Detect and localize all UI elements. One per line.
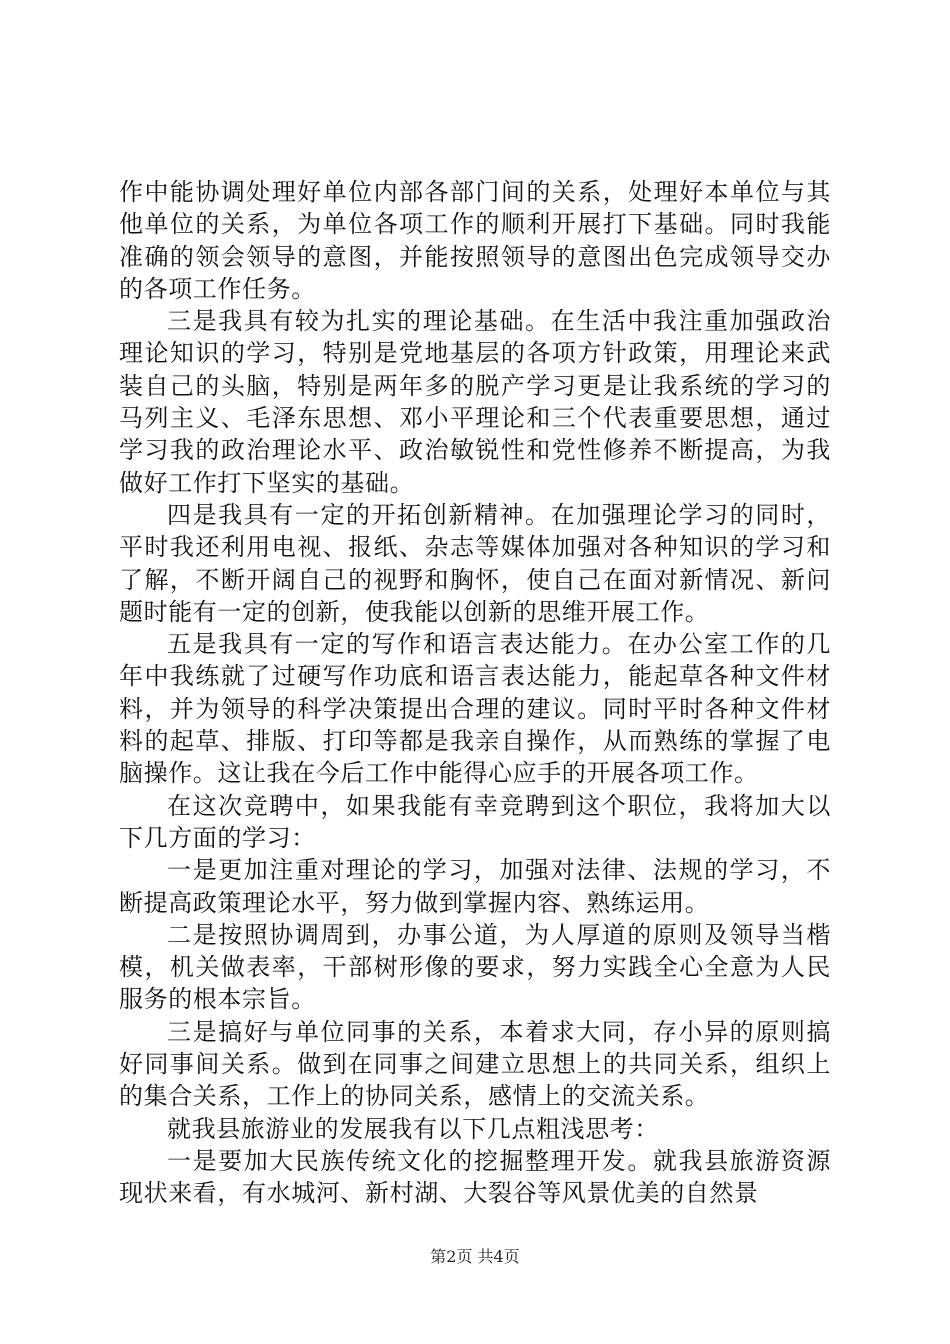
paragraph-tourism-culture: 一是要加大民族传统文化的挖掘整理开发。就我县旅游资源现状来看，有水城河、新村湖、大裂谷等风景优美的自然景: [119, 1146, 831, 1208]
paragraph-coordination: 二是按照协调周到，办事公道，为人厚道的原则及领导当楷模，机关做表率，干部树形像的要求，努力实践全心全意为人民服务的根本宗旨。: [119, 920, 831, 1014]
paragraph-study-theory: 一是更加注重对理论的学习，加强对法律、法规的学习，不断提高政策理论水平，努力做到掌握内容、熟练运用。: [119, 856, 831, 917]
paragraph-competition-intro: 在这次竞聘中，如果我能有幸竞聘到这个职位，我将加大以下几方面的学习：: [119, 791, 831, 852]
paragraph-tourism-intro: 就我县旅游业的发展我有以下几点粗浅思考：: [167, 1114, 659, 1143]
paragraph-writing-ability: 五是我具有一定的写作和语言表达能力。在办公室工作的几年中我练就了过硬写作功底和语言表达能力，能起草各种文件材料，并为领导的科学决策提出合理的建议。同时平时各种文件材料的起草、排版、打印等都是我亲自操作，从而熟练的掌握了电脑操作。这让我在今后工作中能得心应手的开展各项工作。: [119, 630, 831, 788]
paragraph-innovation: 四是我具有一定的开拓创新精神。在加强理论学习的同时，平时我还利用电视、报纸、杂志等媒体加强对各种知识的学习和了解，不断开阔自己的视野和胸怀，使自己在面对新情况、新问题时能有一定的创新，使我能以创新的思维开展工作。: [119, 500, 831, 626]
document-body: [119, 176, 831, 1210]
page-number-footer: 第2页 共4页: [430, 1247, 520, 1266]
paragraph-continuation: 作中能协调处理好单位内部各部门间的关系，处理好本单位与其他单位的关系，为单位各项工作的顺利开展打下基础。同时我能准确的领会领导的意图，并能按照领导的意图出色完成领导交办的各项工作任务。: [119, 178, 831, 303]
paragraph-theory-foundation: 三是我具有较为扎实的理论基础。在生活中我注重加强政治理论知识的学习，特别是党地基层的各项方针政策，用理论来武装自己的头脑，特别是两年多的脱产学习更是让我系统的学习的马列主义、毛泽东思想、邓小平理论和三个代表重要思想，通过学习我的政治理论水平、政治敏锐性和党性修养不断提高，为我做好工作打下坚实的基础。: [119, 307, 831, 497]
paragraph-colleague-relations: 三是搞好与单位同事的关系，本着求大同，存小异的原则搞好同事间关系。做到在同事之间建立思想上的共同关系，组织上的集合关系，工作上的协同关系，感情上的交流关系。: [119, 1017, 831, 1111]
